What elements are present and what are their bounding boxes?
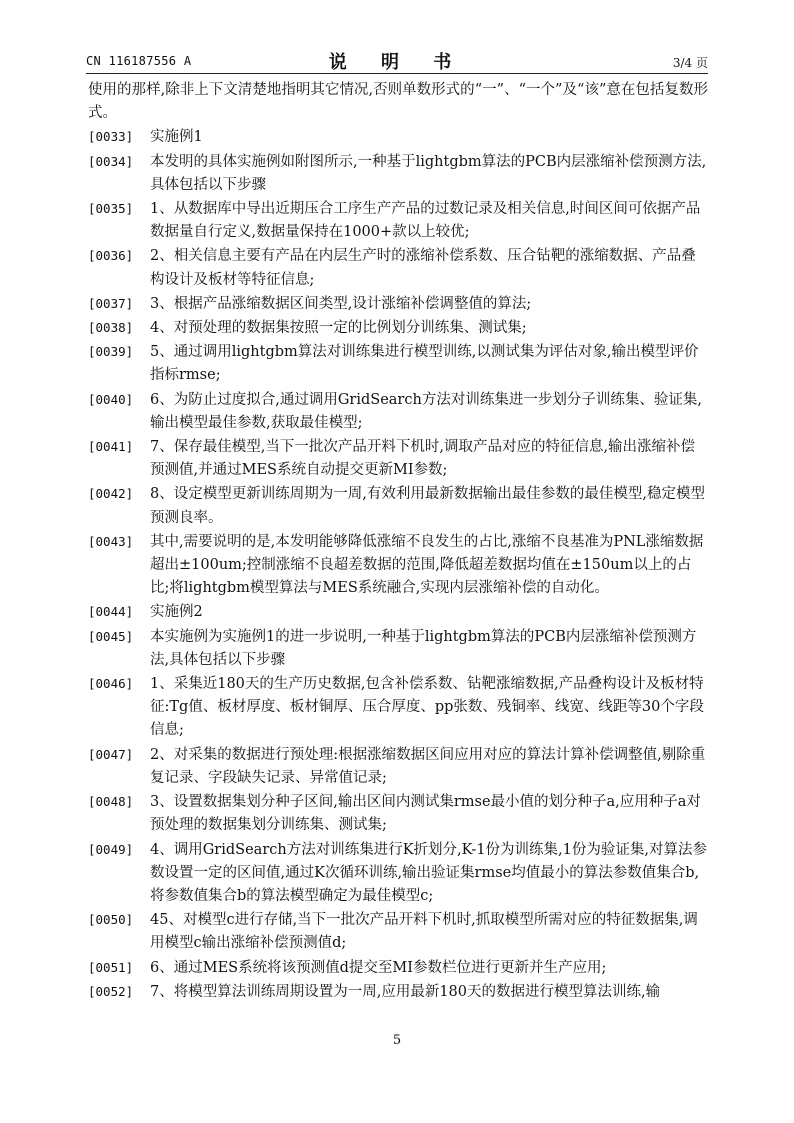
continuation-paragraph: 使用的那样,除非上下文清楚地指明其它情况,否则单数形式的“一”、“一个”及“该”意在包括复数形式。	[88, 82, 708, 122]
paragraph-text: 1、从数据库中导出近期压合工序生产产品的过数记录及相关信息,时间区间可依据产品数据量自行定义,数据量保持在1000+款以上较优;	[150, 201, 701, 241]
numbered-paragraph	[88, 980, 708, 1004]
paragraph-number: [0043]	[88, 533, 134, 549]
page-header	[86, 48, 708, 72]
document-title: 说 明 书	[328, 52, 466, 73]
numbered-paragraph	[88, 838, 708, 909]
paragraph-text: 45、对模型c进行存储,当下一批次产品开料下机时,抓取模型所需对应的特征数据集,调用模型c输出涨缩补偿预测值d;	[150, 912, 698, 952]
paragraph-text: 3、根据产品涨缩数据区间类型,设计涨缩补偿调整值的算法;	[150, 295, 532, 312]
paragraph-text: 6、通过MES系统将该预测值d提交至MI参数栏位进行更新并生产应用;	[150, 959, 607, 976]
header-divider	[86, 73, 708, 74]
paragraph-number: [0051]	[88, 959, 134, 975]
numbered-paragraph	[88, 743, 708, 790]
paragraph-text: 实施例1	[150, 129, 203, 146]
paragraph-number: [0052]	[88, 983, 134, 999]
paragraph-number: [0041]	[88, 439, 134, 455]
paragraph-text: 本发明的具体实施例如附图所示,一种基于lightgbm算法的PCB内层涨缩补偿预测方法,具体包括以下步骤	[150, 153, 707, 193]
numbered-paragraph	[88, 482, 708, 529]
paragraph-text: 本实施例为实施例1的进一步说明,一种基于lightgbm算法的PCB内层涨缩补偿预测方法,具体包括以下步骤	[150, 628, 697, 668]
document-body	[88, 79, 708, 1004]
numbered-paragraph	[88, 625, 708, 672]
paragraph-number: [0046]	[88, 676, 134, 692]
paragraph-text: 其中,需要说明的是,本发明能够降低涨缩不良发生的占比,涨缩不良基准为PNL涨缩数据超出±100um;控制涨缩不良超差数据的范围,降低超差数据均值在±150um以上的占比;将lightgbm模型算法与MES系统融合,实现内层涨缩补偿的自动化。	[150, 533, 704, 597]
page-indicator: 3/4 页	[672, 56, 708, 70]
paragraph-text: 5、通过调用lightgbm算法对训练集进行模型训练,以测试集为评估对象,输出模型评价指标rmse;	[150, 344, 699, 384]
paragraph-number: [0039]	[88, 344, 134, 360]
paragraph-number: [0044]	[88, 604, 134, 620]
paragraph-text: 6、为防止过度拟合,通过调用GridSearch方法对训练集进一步划分子训练集、验证集,输出模型最佳参数,获取最佳模型;	[150, 391, 702, 431]
paragraph-number: [0042]	[88, 486, 134, 502]
document-number: CN 116187556 A	[86, 54, 192, 68]
paragraph-number: [0047]	[88, 746, 134, 762]
numbered-paragraph	[88, 530, 708, 601]
paragraph-text: 8、设定模型更新训练周期为一周,有效利用最新数据输出最佳参数的最佳模型,稳定模型预测良率。	[150, 486, 705, 526]
numbered-paragraph	[88, 600, 708, 624]
numbered-paragraph	[88, 197, 708, 244]
paragraph-number: [0049]	[88, 841, 134, 857]
paragraph-text: 4、对预处理的数据集按照一定的比例划分训练集、测试集;	[150, 320, 527, 337]
numbered-paragraph	[88, 435, 708, 482]
paragraph-number: [0038]	[88, 320, 134, 336]
numbered-paragraph	[88, 125, 708, 149]
paragraph-text: 实施例2	[150, 604, 203, 621]
paragraph-text: 1、采集近180天的生产历史数据,包含补偿系数、钻靶涨缩数据,产品叠构设计及板材特征:Tg值、板材厚度、板材铜厚、压合厚度、pp张数、残铜率、线宽、线距等30个字段信息;	[150, 676, 704, 739]
paragraph-number: [0036]	[88, 248, 134, 264]
paragraph-number: [0035]	[88, 201, 134, 217]
numbered-paragraph	[88, 908, 708, 955]
numbered-paragraph	[88, 388, 708, 435]
paragraph-text: 2、对采集的数据进行预处理:根据涨缩数据区间应用对应的算法计算补偿调整值,剔除重复记录、字段缺失记录、异常值记录;	[150, 746, 706, 786]
numbered-paragraph	[88, 244, 708, 291]
page-number: 5	[392, 1033, 402, 1048]
paragraph-number: [0050]	[88, 912, 134, 928]
paragraph-text: 7、将模型算法训练周期设置为一周,应用最新180天的数据进行模型算法训练,输	[150, 983, 661, 1000]
paragraph-number: [0048]	[88, 794, 134, 810]
numbered-paragraph	[88, 316, 708, 340]
paragraph-number: [0037]	[88, 295, 134, 311]
numbered-paragraph	[88, 956, 708, 980]
paragraph-number: [0045]	[88, 628, 134, 644]
numbered-paragraph	[88, 790, 708, 837]
paragraph-number: [0033]	[88, 129, 134, 145]
numbered-paragraph	[88, 150, 708, 197]
numbered-paragraph	[88, 292, 708, 316]
paragraph-number: [0040]	[88, 391, 134, 407]
paragraph-text: 3、设置数据集划分种子区间,输出区间内测试集rmse最小值的划分种子a,应用种子a对预处理的数据集划分训练集、测试集;	[150, 794, 701, 834]
page-footer	[0, 1033, 794, 1048]
paragraph-text: 7、保存最佳模型,当下一批次产品开料下机时,调取产品对应的特征信息,输出涨缩补偿预测值,并通过MES系统自动提交更新MI参数;	[150, 439, 696, 479]
numbered-paragraph	[88, 672, 708, 743]
paragraph-text: 4、调用GridSearch方法对训练集进行K折划分,K-1份为训练集,1份为验证集,对算法参数设置一定的区间值,通过K次循环训练,输出验证集rmse均值最小的算法参数值集合b,将参数值集合b的算法模型确定为最佳模型c;	[150, 841, 707, 904]
paragraph-number: [0034]	[88, 153, 134, 169]
numbered-paragraph	[88, 340, 708, 387]
paragraph-text: 2、相关信息主要有产品在内层生产时的涨缩补偿系数、压合钻靶的涨缩数据、产品叠构设计及板材等特征信息;	[150, 248, 696, 288]
